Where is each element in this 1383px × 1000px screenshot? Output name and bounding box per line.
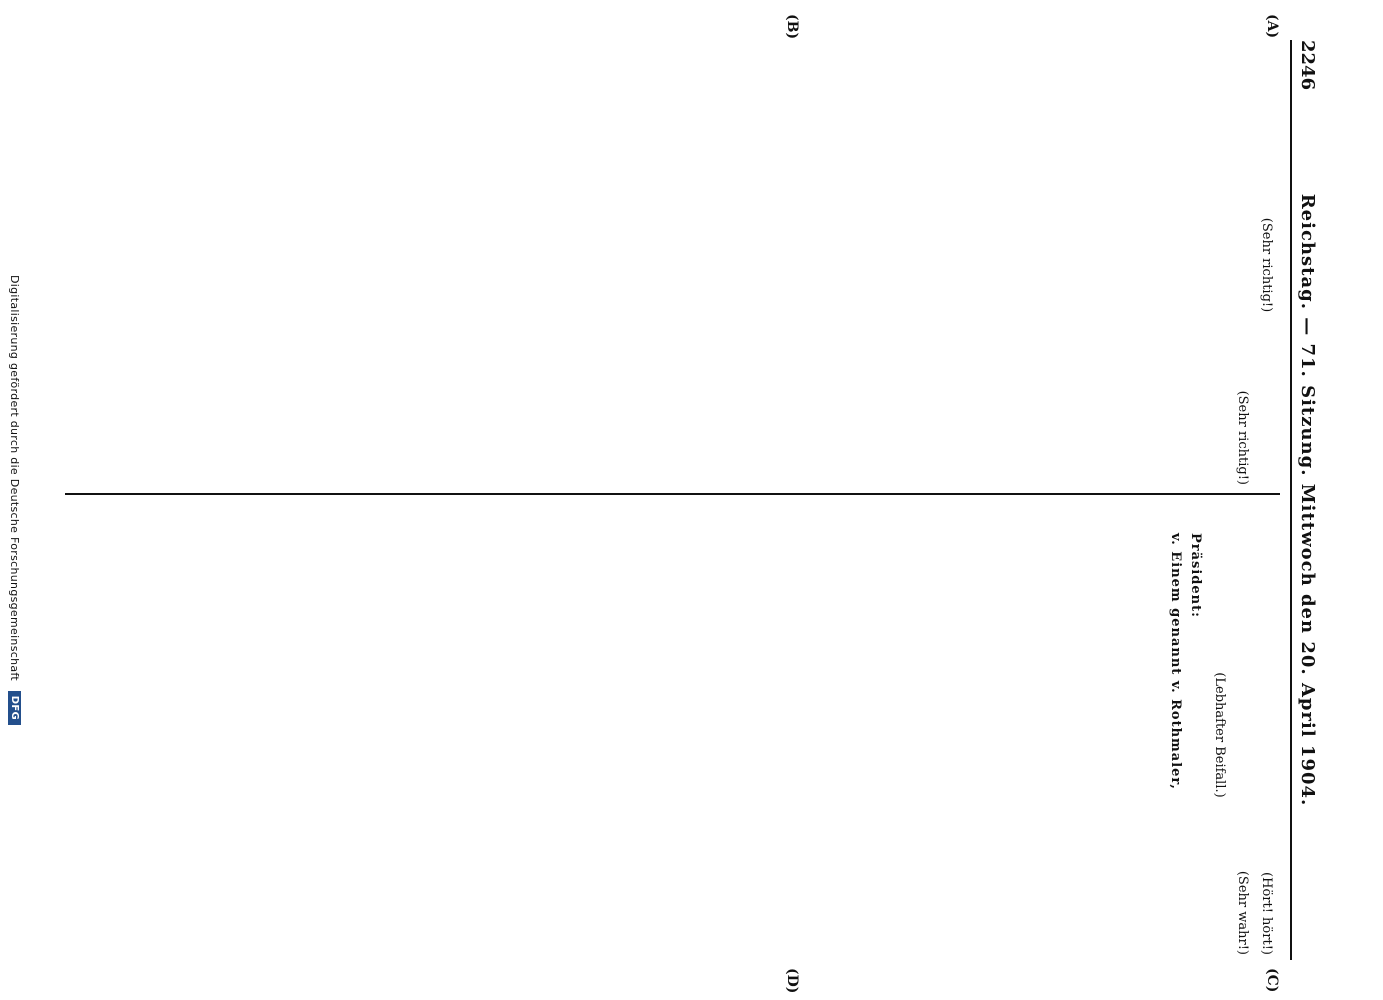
page-number: 2246: [1297, 40, 1318, 91]
margin-letter-c: (C): [1264, 968, 1280, 993]
speaker-label-president: Präsident:: [1188, 533, 1204, 618]
interjection: (Sehr wahr!): [1235, 870, 1251, 955]
margin-letter-b: (B): [784, 14, 800, 40]
digitization-note: [8, 0, 22, 1000]
right-column: [1164, 515, 1279, 955]
margin-letter-a: (A): [1264, 14, 1280, 39]
interjection: (Sehr richtig!): [1235, 390, 1251, 485]
speaker-label-minister: v. Einem genannt v. Rothmaler,: [1168, 533, 1183, 790]
digitization-text: Digitalisierung gefördert durch die Deutsche Forschungsgemeinschaft: [8, 274, 22, 681]
session-title: Reichstag. — 71. Sitzung. Mittwoch den 20. April 1904.: [1297, 193, 1318, 807]
dfg-logo: DFG: [8, 691, 21, 725]
interjection: (Hört! hört!): [1259, 872, 1274, 955]
president-paragraph: [1186, 515, 1205, 955]
interjection: (Lebhafter Beifall.): [1212, 672, 1227, 798]
running-head: [1290, 40, 1322, 960]
column-divider: [65, 493, 1280, 495]
margin-letter-d: (D): [784, 968, 800, 994]
interjection: (Sehr richtig!): [1259, 217, 1274, 313]
speaker-paragraph: [1166, 515, 1185, 955]
left-column: [1228, 45, 1278, 485]
